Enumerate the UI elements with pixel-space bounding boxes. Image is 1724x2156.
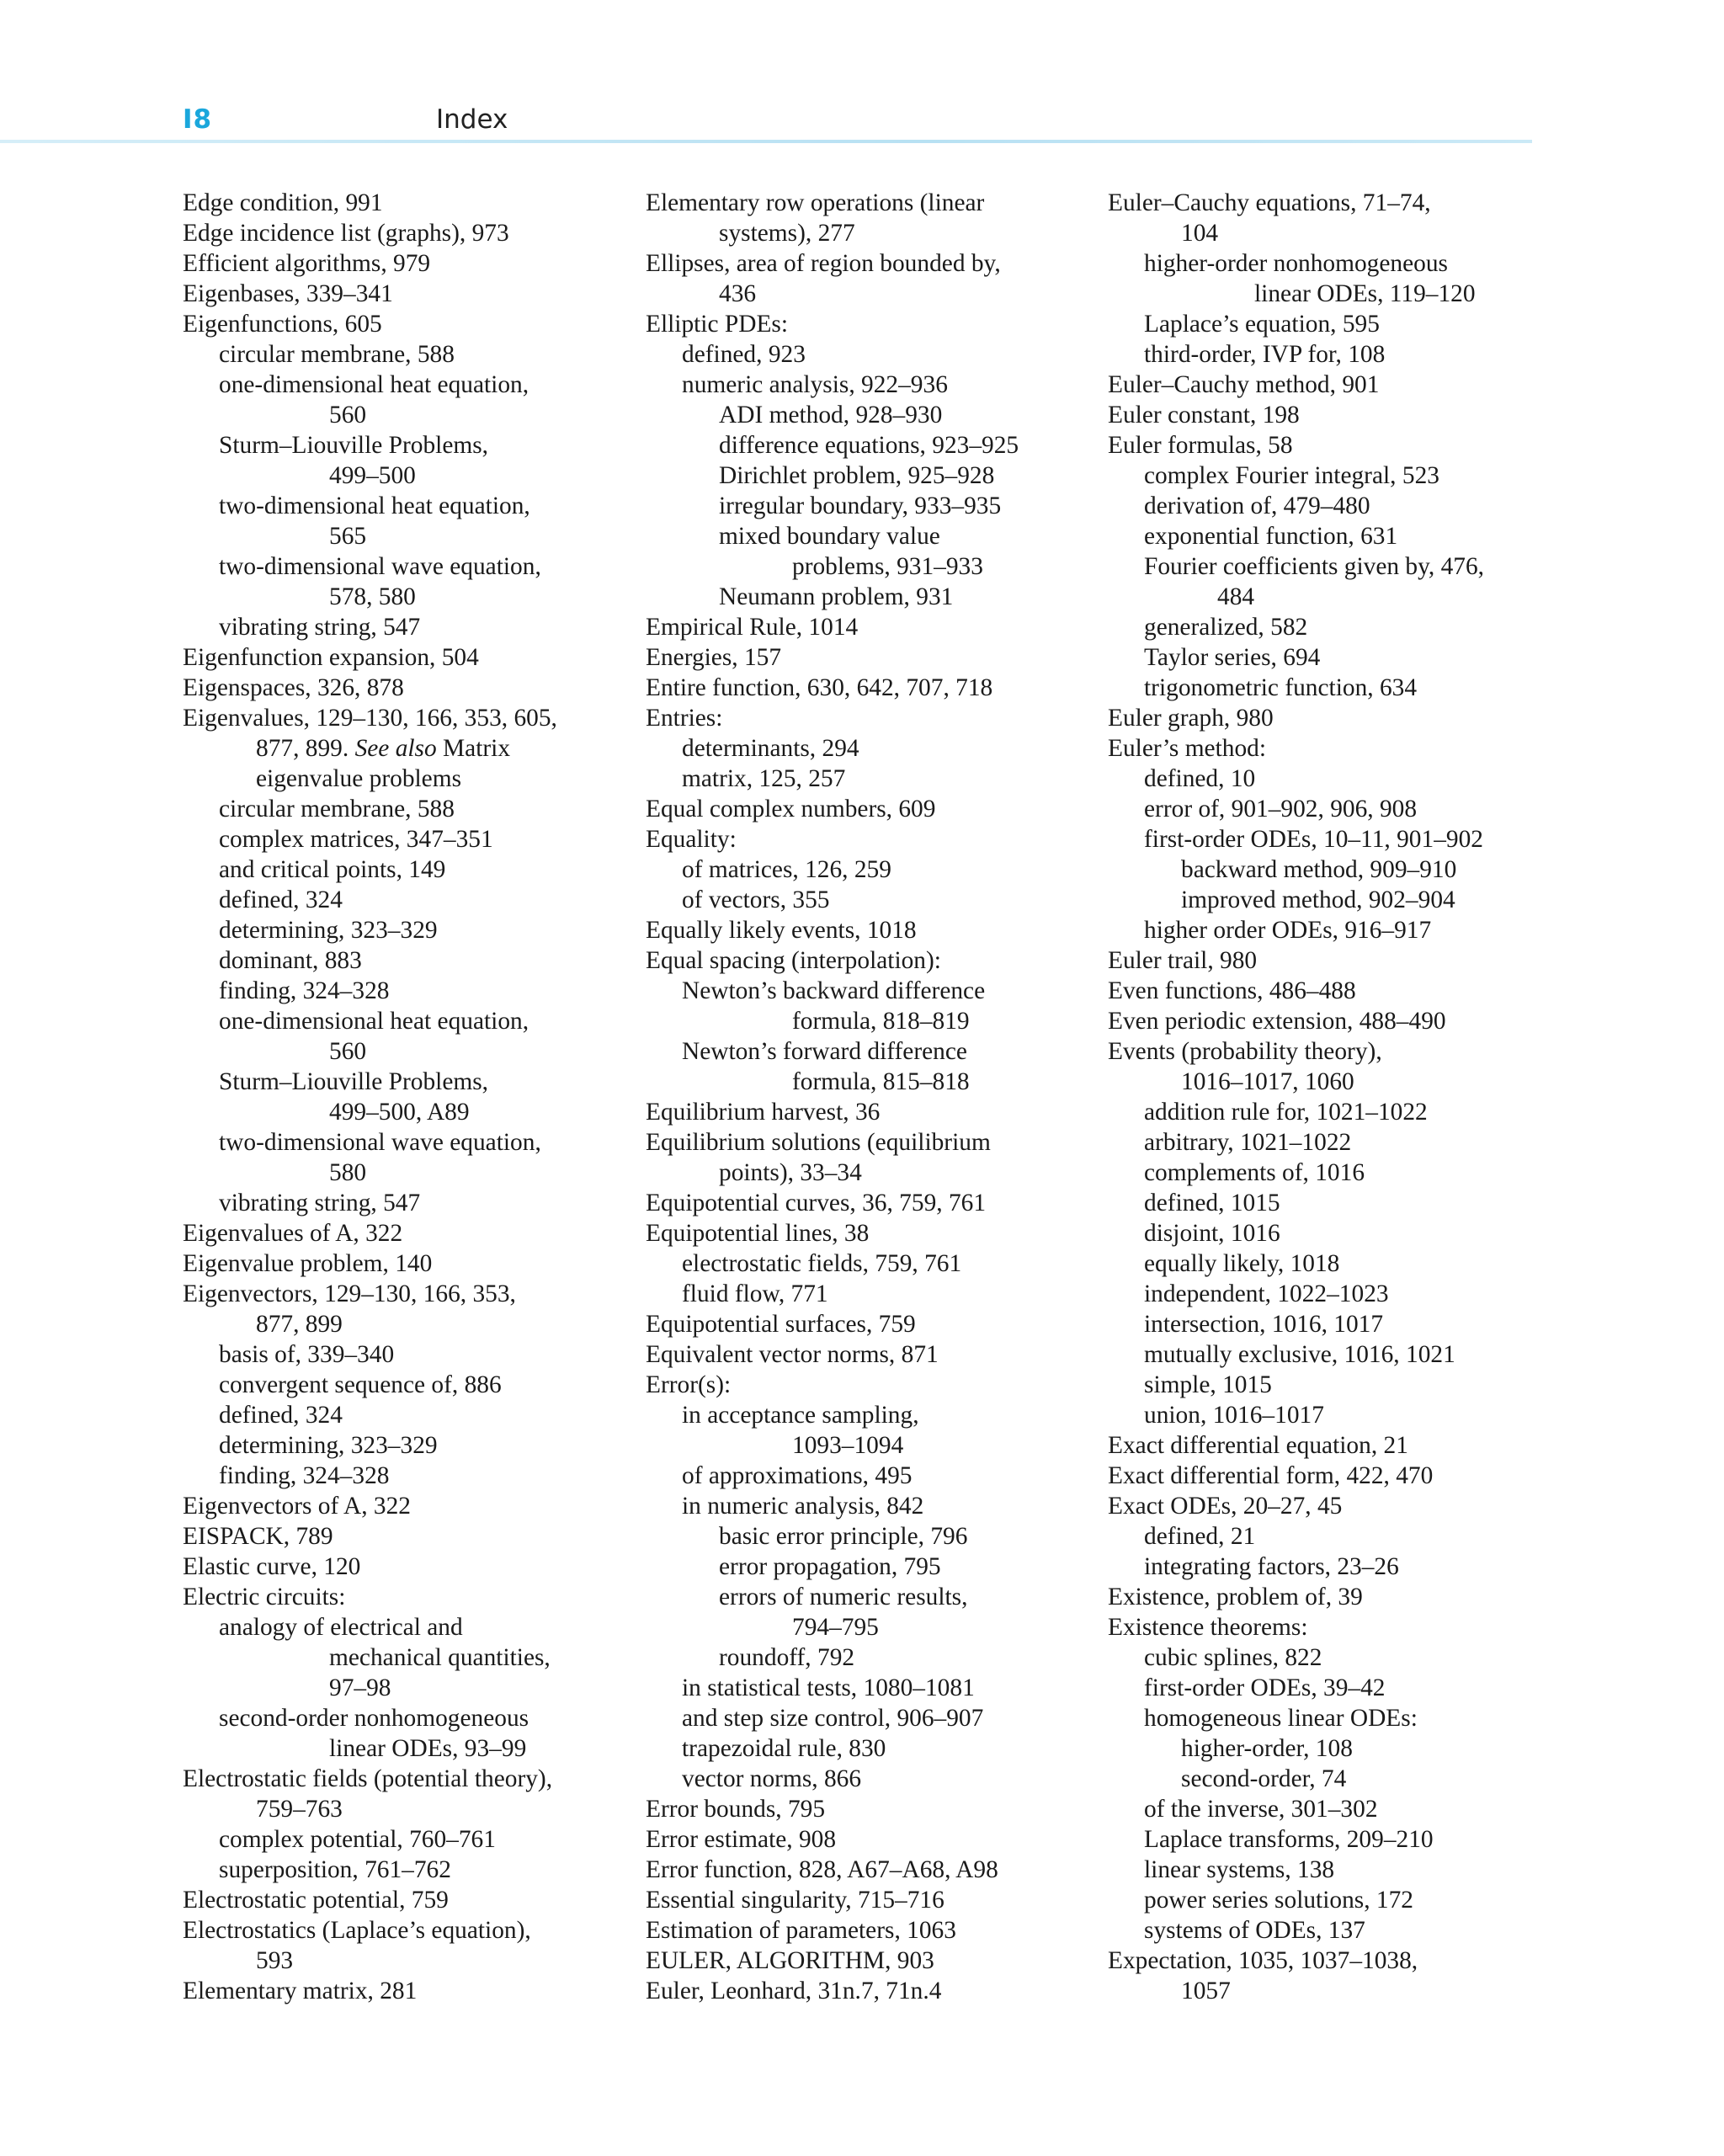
index-entry: Exact differential equation, 21 <box>1108 1432 1408 1459</box>
index-entry: Elementary row operations (linear <box>646 189 985 216</box>
index-entry: matrix, 125, 257 <box>682 765 846 792</box>
index-entry: trapezoidal rule, 830 <box>682 1735 886 1762</box>
index-entry: of vectors, 355 <box>682 886 830 913</box>
index-entry: finding, 324–328 <box>219 1462 390 1489</box>
index-column-1 <box>183 188 629 2006</box>
index-entry: 97–98 <box>329 1674 391 1701</box>
index-entry: Electrostatic fields (potential theory), <box>183 1765 553 1792</box>
index-entry: dominant, 883 <box>219 947 362 974</box>
index-entry: Energies, 157 <box>646 644 782 671</box>
index-entry: Existence theorems: <box>1108 1614 1308 1641</box>
index-entry: Entries: <box>646 705 723 732</box>
index-entry: higher order ODEs, 916–917 <box>1144 917 1432 944</box>
index-entry: addition rule for, 1021–1022 <box>1144 1099 1428 1126</box>
index-entry: basic error principle, 796 <box>719 1523 968 1550</box>
index-entry: Eigenvalues, 129–130, 166, 353, 605, <box>183 705 557 732</box>
index-entry: ADI method, 928–930 <box>719 402 943 429</box>
index-entry: Elastic curve, 120 <box>183 1553 361 1580</box>
index-entry: Euler–Cauchy method, 901 <box>1108 371 1380 398</box>
index-entry: Error function, 828, A67–A68, A98 <box>646 1856 998 1883</box>
index-entry: irregular boundary, 933–935 <box>719 492 1002 519</box>
index-entry: Error bounds, 795 <box>646 1796 826 1823</box>
index-entry: numeric analysis, 922–936 <box>682 371 948 398</box>
index-entry: 877, 899. See also Matrix <box>256 735 511 762</box>
index-entry: 484 <box>1217 583 1255 610</box>
index-entry: derivation of, 479–480 <box>1144 492 1370 519</box>
index-entry: 578, 580 <box>329 583 416 610</box>
index-entry: Laplace transforms, 209–210 <box>1144 1826 1434 1853</box>
index-entry: in acceptance sampling, <box>682 1402 919 1429</box>
index-entry: one-dimensional heat equation, <box>219 1008 529 1035</box>
index-entry: Equally likely events, 1018 <box>646 917 917 944</box>
index-entry: Eigenbases, 339–341 <box>183 280 393 307</box>
index-entry: Eigenvectors of A, 322 <box>183 1493 411 1520</box>
index-entry: Eigenvalue problem, 140 <box>183 1250 433 1277</box>
index-entry: Euler graph, 980 <box>1108 705 1274 732</box>
index-entry: Elliptic PDEs: <box>646 311 788 338</box>
index-entry: convergent sequence of, 886 <box>219 1371 502 1398</box>
index-entry: errors of numeric results, <box>719 1584 968 1610</box>
index-entry: Equal spacing (interpolation): <box>646 947 941 974</box>
index-entry: 560 <box>329 1038 367 1065</box>
index-entry: analogy of electrical and <box>219 1614 463 1641</box>
index-entry: Error estimate, 908 <box>646 1826 837 1853</box>
index-entry: systems of ODEs, 137 <box>1144 1917 1365 1944</box>
index-entry: in statistical tests, 1080–1081 <box>682 1674 975 1701</box>
index-entry: Entire function, 630, 642, 707, 718 <box>646 674 993 701</box>
index-entry: improved method, 902–904 <box>1181 886 1455 913</box>
index-entry: equally likely, 1018 <box>1144 1250 1340 1277</box>
index-entry: Events (probability theory), <box>1108 1038 1382 1065</box>
index-entry: Equipotential surfaces, 759 <box>646 1311 916 1338</box>
index-entry: in numeric analysis, 842 <box>682 1493 924 1520</box>
index-entry: Equilibrium solutions (equilibrium <box>646 1129 991 1156</box>
index-entry: roundoff, 792 <box>719 1644 855 1671</box>
index-entry: complements of, 1016 <box>1144 1159 1365 1186</box>
index-entry: integrating factors, 23–26 <box>1144 1553 1399 1580</box>
index-entry: Euler constant, 198 <box>1108 402 1300 429</box>
index-entry: intersection, 1016, 1017 <box>1144 1311 1384 1338</box>
index-entry: two-dimensional wave equation, <box>219 553 541 580</box>
index-entry: second-order, 74 <box>1181 1765 1347 1792</box>
index-entry: formula, 815–818 <box>792 1068 970 1095</box>
index-entry: linear systems, 138 <box>1144 1856 1335 1883</box>
index-entry: Existence, problem of, 39 <box>1108 1584 1363 1610</box>
index-entry: finding, 324–328 <box>219 977 390 1004</box>
index-entry: higher-order, 108 <box>1181 1735 1353 1762</box>
index-entry: circular membrane, 588 <box>219 796 455 822</box>
index-entry: Edge condition, 991 <box>183 189 383 216</box>
index-entry: Equipotential lines, 38 <box>646 1220 870 1247</box>
index-entry: arbitrary, 1021–1022 <box>1144 1129 1352 1156</box>
index-entry: Exact ODEs, 20–27, 45 <box>1108 1493 1343 1520</box>
index-entry: 560 <box>329 402 367 429</box>
index-entry: Fourier coefficients given by, 476, <box>1144 553 1485 580</box>
index-entry: Expectation, 1035, 1037–1038, <box>1108 1947 1418 1974</box>
index-entry: exponential function, 631 <box>1144 523 1398 550</box>
index-entry: first-order ODEs, 39–42 <box>1144 1674 1386 1701</box>
index-entry: vibrating string, 547 <box>219 614 421 641</box>
index-entry: complex matrices, 347–351 <box>219 826 493 853</box>
index-entry: determinants, 294 <box>682 735 859 762</box>
index-entry: Eigenvectors, 129–130, 166, 353, <box>183 1280 516 1307</box>
index-entry: and critical points, 149 <box>219 856 446 883</box>
index-entry: complex potential, 760–761 <box>219 1826 496 1853</box>
index-entry: homogeneous linear ODEs: <box>1144 1705 1418 1732</box>
index-entry: 593 <box>256 1947 294 1974</box>
index-entry: Equipotential curves, 36, 759, 761 <box>646 1190 987 1216</box>
index-entry: defined, 1015 <box>1144 1190 1280 1216</box>
index-entry: trigonometric function, 634 <box>1144 674 1418 701</box>
index-entry: Efficient algorithms, 979 <box>183 250 431 277</box>
index-column-3 <box>1108 188 1554 2006</box>
index-entry: Taylor series, 694 <box>1144 644 1321 671</box>
index-entry: linear ODEs, 119–120 <box>1254 280 1476 307</box>
index-entry: Sturm–Liouville Problems, <box>219 1068 489 1095</box>
index-entry: mixed boundary value <box>719 523 940 550</box>
index-entry: Essential singularity, 715–716 <box>646 1887 944 1914</box>
index-entry: 794–795 <box>792 1614 879 1641</box>
index-entry: EULER, ALGORITHM, 903 <box>646 1947 934 1974</box>
index-entry: third-order, IVP for, 108 <box>1144 341 1386 368</box>
index-entry: 759–763 <box>256 1796 343 1823</box>
index-entry: Ellipses, area of region bounded by, <box>646 250 1001 277</box>
index-entry: of approximations, 495 <box>682 1462 913 1489</box>
index-entry: power series solutions, 172 <box>1144 1887 1413 1914</box>
index-entry: 436 <box>719 280 757 307</box>
index-entry: defined, 923 <box>682 341 806 368</box>
index-entry: Sturm–Liouville Problems, <box>219 432 489 459</box>
index-entry: 1016–1017, 1060 <box>1181 1068 1354 1095</box>
index-entry: Equal complex numbers, 609 <box>646 796 936 822</box>
index-entry: defined, 10 <box>1144 765 1256 792</box>
index-entry: 104 <box>1181 220 1219 247</box>
index-entry: Euler formulas, 58 <box>1108 432 1293 459</box>
index-entry: simple, 1015 <box>1144 1371 1272 1398</box>
index-entry: Dirichlet problem, 925–928 <box>719 462 995 489</box>
index-entry: Newton’s forward difference <box>682 1038 967 1065</box>
index-entry: circular membrane, 588 <box>219 341 455 368</box>
index-entry: Euler, Leonhard, 31n.7, 71n.4 <box>646 1978 942 2004</box>
index-entry: disjoint, 1016 <box>1144 1220 1280 1247</box>
index-entry: Exact differential form, 422, 470 <box>1108 1462 1434 1489</box>
index-entry: higher-order nonhomogeneous <box>1144 250 1448 277</box>
index-entry: determining, 323–329 <box>219 917 438 944</box>
index-entry: independent, 1022–1023 <box>1144 1280 1389 1307</box>
index-entry: 1057 <box>1181 1978 1231 2004</box>
index-entry: Even periodic extension, 488–490 <box>1108 1008 1446 1035</box>
index-entry: Eigenvalues of A, 322 <box>183 1220 403 1247</box>
header-rule <box>0 140 1532 143</box>
index-entry: of matrices, 126, 259 <box>682 856 891 883</box>
index-entry: Even functions, 486–488 <box>1108 977 1356 1004</box>
index-entry: Error(s): <box>646 1371 732 1398</box>
index-entry: first-order ODEs, 10–11, 901–902 <box>1144 826 1483 853</box>
index-entry: 499–500 <box>329 462 416 489</box>
index-entry: second-order nonhomogeneous <box>219 1705 529 1732</box>
index-entry: superposition, 761–762 <box>219 1856 451 1883</box>
index-entry: Neumann problem, 931 <box>719 583 954 610</box>
index-entry: mechanical quantities, <box>329 1644 551 1671</box>
index-entry: Euler’s method: <box>1108 735 1267 762</box>
index-entry: Equilibrium harvest, 36 <box>646 1099 881 1126</box>
index-entry: 580 <box>329 1159 367 1186</box>
index-entry: formula, 818–819 <box>792 1008 970 1035</box>
index-entry: of the inverse, 301–302 <box>1144 1796 1378 1823</box>
index-entry: 499–500, A89 <box>329 1099 470 1126</box>
index-entry: systems), 277 <box>719 220 855 247</box>
page-header <box>0 0 1724 152</box>
index-column-2 <box>646 188 1092 2006</box>
index-entry: fluid flow, 771 <box>682 1280 828 1307</box>
index-entry: Euler–Cauchy equations, 71–74, <box>1108 189 1431 216</box>
index-entry: Empirical Rule, 1014 <box>646 614 859 641</box>
index-entry: vector norms, 866 <box>682 1765 862 1792</box>
index-entry: linear ODEs, 93–99 <box>329 1735 527 1762</box>
index-entry: complex Fourier integral, 523 <box>1144 462 1439 489</box>
index-entry: one-dimensional heat equation, <box>219 371 529 398</box>
index-entry: 1093–1094 <box>792 1432 904 1459</box>
index-entry: eigenvalue problems <box>256 765 462 792</box>
index-entry: two-dimensional wave equation, <box>219 1129 541 1156</box>
running-title: Index <box>436 104 508 135</box>
index-entry: union, 1016–1017 <box>1144 1402 1324 1429</box>
index-entry: backward method, 909–910 <box>1181 856 1457 883</box>
index-entry: Edge incidence list (graphs), 973 <box>183 220 509 247</box>
index-entry: defined, 324 <box>219 1402 343 1429</box>
index-entry: 877, 899 <box>256 1311 343 1338</box>
index-entry: Newton’s backward difference <box>682 977 986 1004</box>
index-entry: Eigenfunction expansion, 504 <box>183 644 479 671</box>
index-entry: Equivalent vector norms, 871 <box>646 1341 939 1368</box>
index-entry: Euler trail, 980 <box>1108 947 1258 974</box>
index-entry: Electrostatics (Laplace’s equation), <box>183 1917 531 1944</box>
index-entry: defined, 21 <box>1144 1523 1256 1550</box>
index-entry: determining, 323–329 <box>219 1432 438 1459</box>
index-entry: points), 33–34 <box>719 1159 862 1186</box>
index-entry: difference equations, 923–925 <box>719 432 1019 459</box>
index-entry: generalized, 582 <box>1144 614 1308 641</box>
index-entry: Equality: <box>646 826 737 853</box>
index-entry: mutually exclusive, 1016, 1021 <box>1144 1341 1455 1368</box>
index-entry: basis of, 339–340 <box>219 1341 395 1368</box>
index-entry: Laplace’s equation, 595 <box>1144 311 1380 338</box>
index-entry: 565 <box>329 523 367 550</box>
index-entry: EISPACK, 789 <box>183 1523 333 1550</box>
index-entry: error of, 901–902, 906, 908 <box>1144 796 1418 822</box>
index-entry: cubic splines, 822 <box>1144 1644 1322 1671</box>
index-entry: Estimation of parameters, 1063 <box>646 1917 956 1944</box>
page-number: I8 <box>183 104 213 135</box>
index-entry: problems, 931–933 <box>792 553 983 580</box>
index-entry: Electric circuits: <box>183 1584 346 1610</box>
index-entry: two-dimensional heat equation, <box>219 492 530 519</box>
index-entry: Elementary matrix, 281 <box>183 1978 418 2004</box>
index-entry: and step size control, 906–907 <box>682 1705 984 1732</box>
index-entry: Eigenspaces, 326, 878 <box>183 674 404 701</box>
index-entry: vibrating string, 547 <box>219 1190 421 1216</box>
index-entry: error propagation, 795 <box>719 1553 941 1580</box>
index-entry: Eigenfunctions, 605 <box>183 311 382 338</box>
index-entry: Electrostatic potential, 759 <box>183 1887 449 1914</box>
index-entry: electrostatic fields, 759, 761 <box>682 1250 962 1277</box>
index-entry: defined, 324 <box>219 886 343 913</box>
